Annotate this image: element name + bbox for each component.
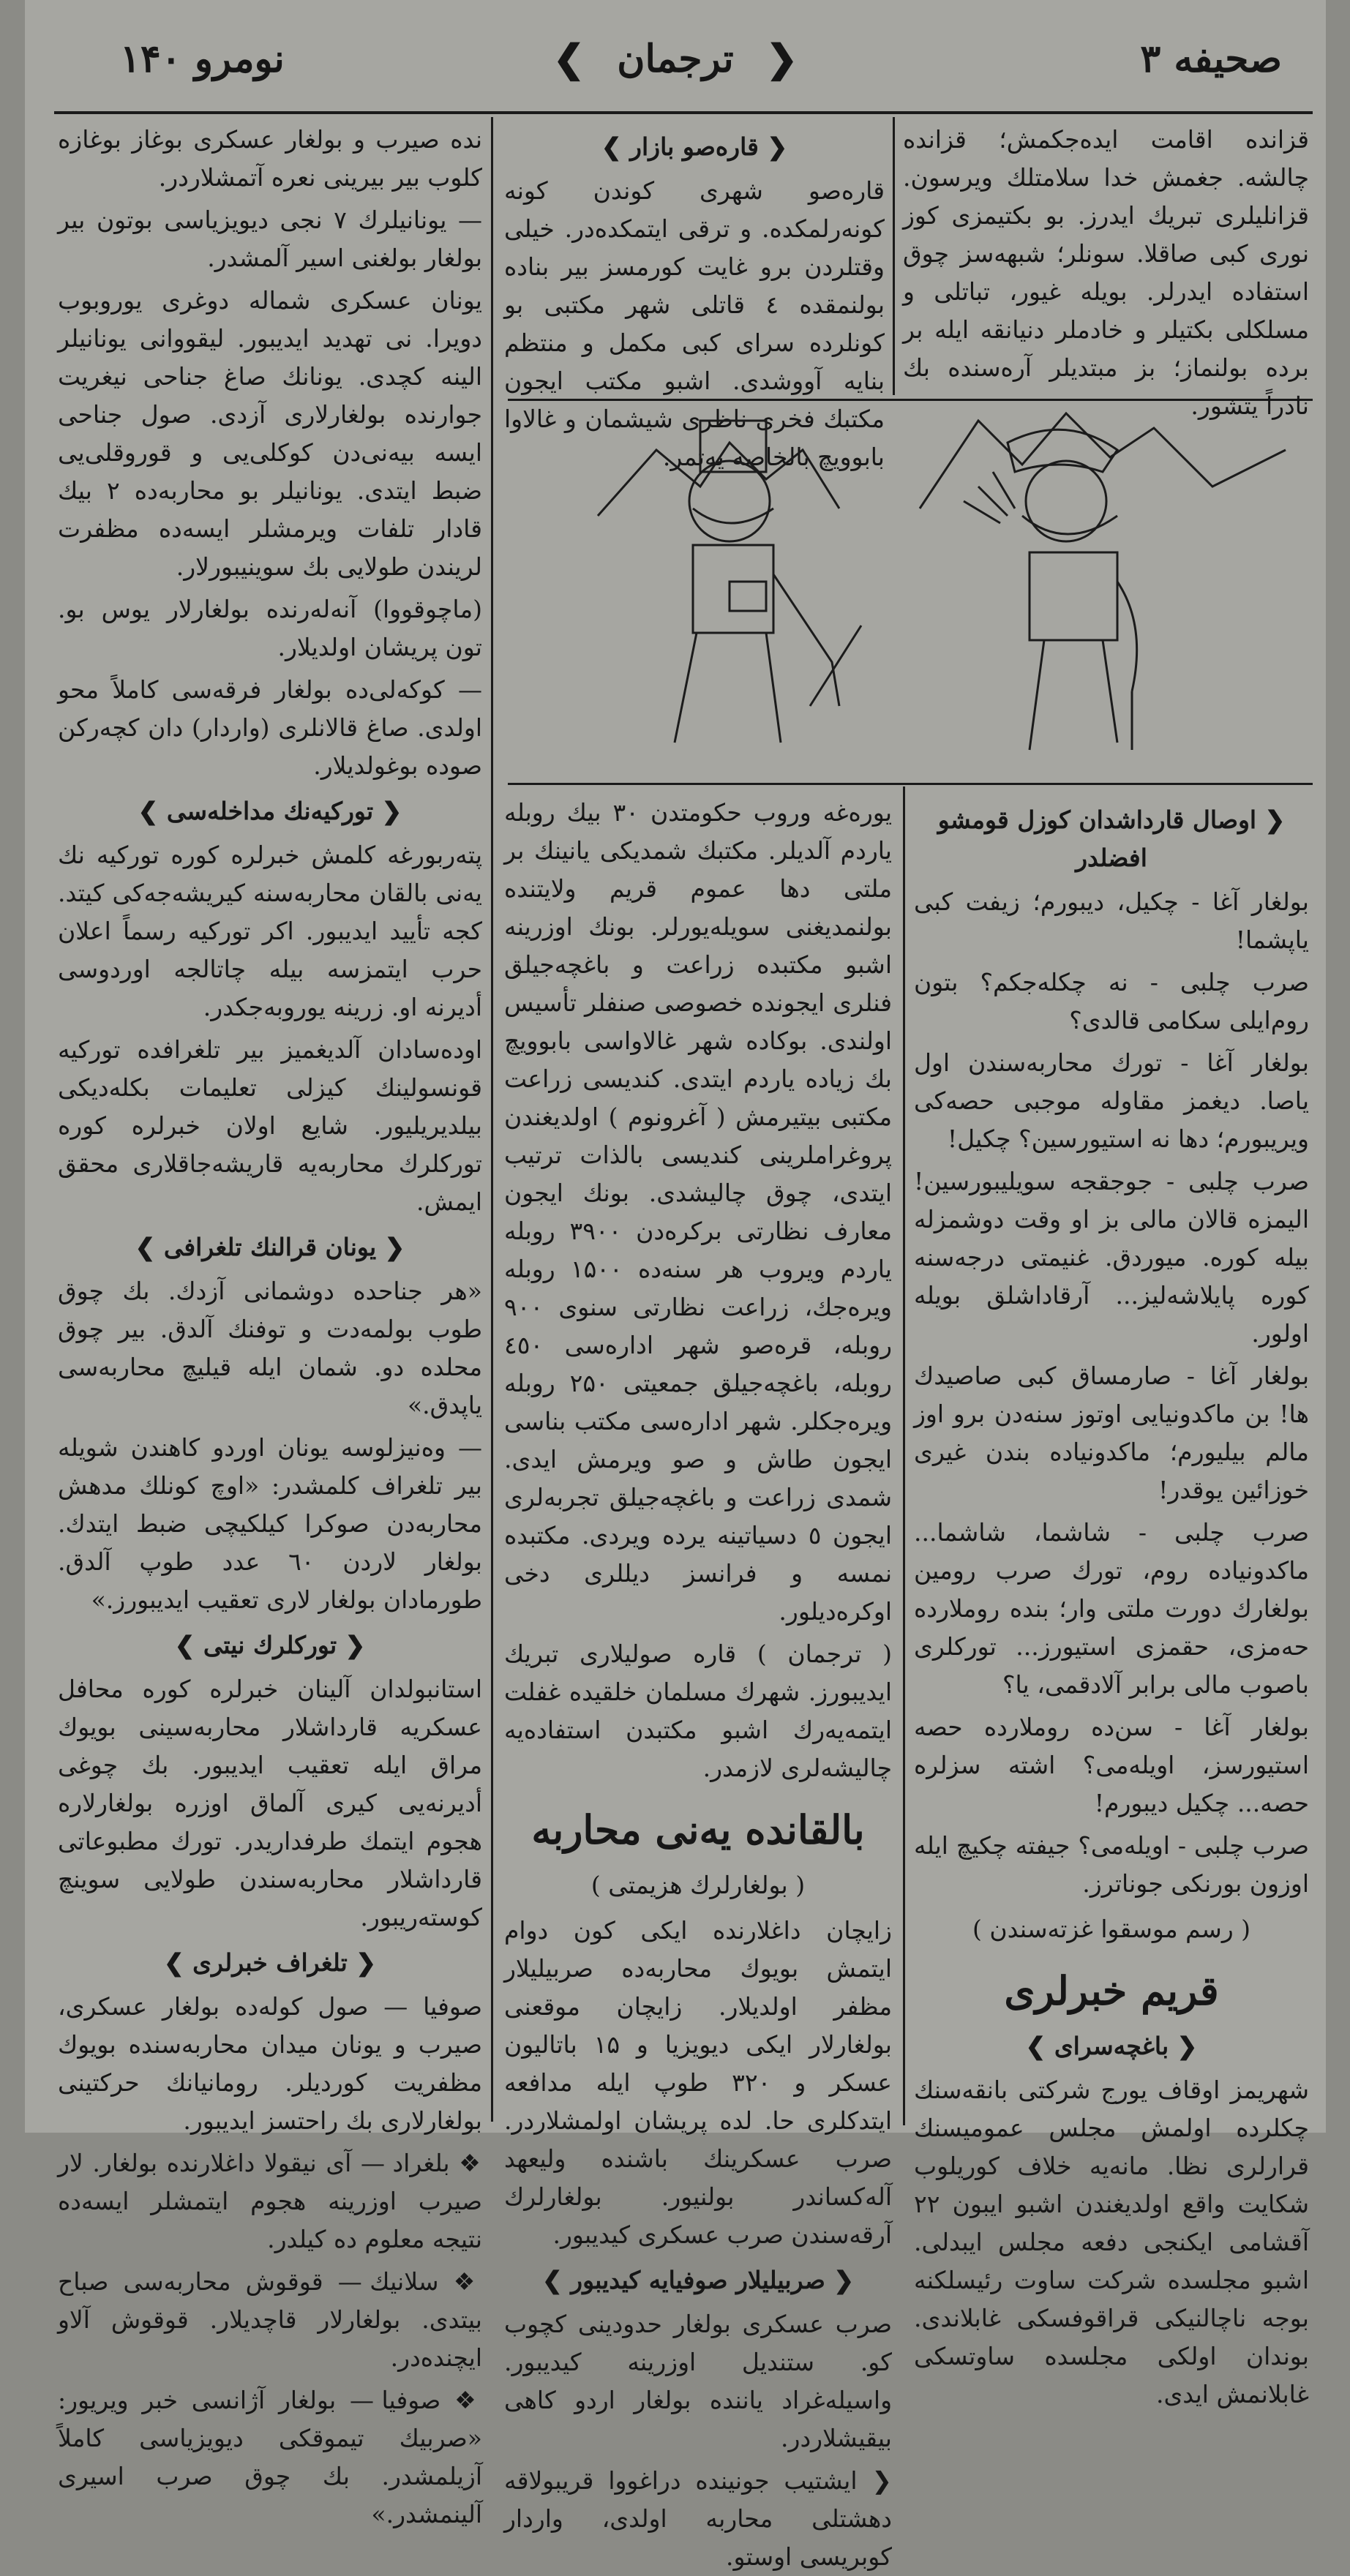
ornament-left: ❮ — [765, 37, 798, 81]
ornament-right: ❯ — [552, 37, 585, 81]
sofia-text: صرب عسکری بولغار حدودینی کچوب کو. ستندیل اوزرینه کیدیبور. واسیله‌غراد یاننده بولغار اردو کاهی بیقیشلاردر. — [504, 2310, 892, 2452]
bakhchesaray-heading: ❮ باغچه‌سرای ❯ — [1025, 2032, 1198, 2060]
left-column — [58, 121, 482, 2528]
cartoon-bottom-rule — [508, 783, 1313, 785]
war-text: یونان عسکری شماله دوغری یوروبوب دویرا. نی تهدید ایدیبور. لیقووانی یونانیلر الینه کچدی. یونانك صاغ جناحی نیغریت جوارنده بولغارلاری آزدی. صول جناحی ایسه بیه‌نی‌دن کوکلی‌یی و قوروقلی‌یی ضبط ایتدی. یونانیلر بو محاربه‌ده ۲ بیك قادار تلفات ویرمشلر ایسه‌ده مظفرت لریندن طولایی بك سوینیبورلار. — [58, 286, 482, 581]
masthead-title: ترجمان — [617, 37, 734, 81]
crimea-heading: قریم خبرلری — [1004, 1967, 1219, 2014]
column-rule-left — [491, 117, 493, 2122]
telegram-heading: ❮ تلغراف خبرلری ❯ — [163, 1948, 377, 1977]
crimea-text: شهریمز اوقاف یورج شرکتی بانقه‌سنك چکلرده اولمش مجلس عمومیسنك قرارلری نظا. مانه‌یه خلاف کوریلوب شکایت واقع اولدیغندن اشبو ایبون ۲۲ آقشامی ایکنجی دفعه مجلس ایبدلی. اشبو مجلسده شرکت ساوت رئیسلکنه بوجه ناچالنیکی قراقوفسکی غابلاندی. بوندان اولکی مجلسده ساوتسکی غابلانمش ایدی. — [914, 2076, 1309, 2408]
balkan-subheading: ( بولغارلرك هزیمتی ) — [590, 1871, 806, 1899]
bulgarian-figure — [964, 429, 1137, 750]
dialog-line: صرب چلبی - شاشما، شاشما... ماکدونیاده روم، تورك صرب رومین بولغارك دورت ملتی وار؛ بنده روملارده حه‌مزی، حقمزی استیورز... تورکلری باصوب مالی برابر آلادقمی، یا؟ — [914, 1518, 1309, 1699]
greek-text: — وه‌نیزلوسه یونان اوردو کاهندن شویله بیر تلغراف کلمشدر: «اوچ کونلك مدهش محاربه‌دن صوکرا کیلکیچی ضبط ایتدك. بولغار لاردن ٦٠ عدد طوپ آلدق. طورمادان بولغار لاری تعقیب ایدیبورز.» — [58, 1433, 482, 1614]
dialog-line: بولغار آغا - تورك محاربه‌سندن اول یاصا. دیغمز مقاوله موجبی حصه‌کی ویریبورم؛ دها نه استیورسین؟ چکیل! — [914, 1048, 1309, 1153]
telegram-text: ❖ سلانیك — قوقوش محاربه‌سی صباح بیتدی. بولغارلار قاچدیلار. قوقوش آلاو ایچنده‌در. — [58, 2267, 482, 2372]
telegram-text: ❖ صوفیا — بولغار آژانسی خبر ویریور: «صربیك تیموقکی دیویزیاسی کاملاً آزیلمشدر. بك چوق صرب اسیری آلینمشدر.» — [58, 2386, 482, 2528]
war-text: — یونانیلرك ۷ نجی دیویزیاسی بوتون بیر بولغار بولغنی اسیر آلمشدر. — [58, 206, 482, 272]
page-number: صحیفه ۳ — [1140, 37, 1282, 81]
balkan-text: زایچان داغلارنده ایکی کون دوام ایتمش بویوك محاربه‌ده صربیلیلار مظفر اولدیلار. زایچان موقعنی بولغارلار ایکی دیویزیا و ۱۵ باتالیون عسکر و ۳۲۰ طوپ ایله مدافعه ایتدکلری حا. لده پریشان اولمشلاردر. صرب عسکرینك باشنده ولیعهد آله‌کساندر بولنیور. بولغارلرك آرقه‌سندن صرب عسکری کیدیبور. — [504, 1916, 893, 2249]
school-sign: ( ترجمان ) قاره صولیلاری تبریك ایدیبورز. شهرك مسلمان خلقیده غفلت ایتمه‌یه‌رك اشبو مکتبدن استفاده‌یه چالیشه‌لری لازمدر. — [504, 1640, 892, 1782]
dialog-line: بولغار آغا - صارمساق کبی صاصیدك ها! بن ماکدونیایی اوتوز سنه‌دن برو اوز مالم بیلیورم؛ ماکدونیاده بندن غیری خوزائین یوقدر! — [914, 1362, 1309, 1504]
mountains-right — [920, 413, 1286, 508]
dialog-line: صرب چلبی - جوجقجه سویلیبورسین! الیمزه قالان مالی بز او وقت دوشمزله بیله کوره. میوردق. غنیمتی درجه‌سنه کوره پایلاشه‌لیز... آرقاداشلق بویله اولور. — [914, 1167, 1309, 1348]
war-text: — کوکه‌لی‌ده بولغار فرقه‌سی کاملاً محو اولدی. صاغ قالانلری (واردار) دان کچه‌رکن صوده بوغولدیلار. — [58, 675, 482, 780]
dialog-line: صرب چلبی - نه چکله‌جکم؟ بتون روم‌ایلی سکامی قالدی؟ — [914, 968, 1309, 1034]
war-text: (ماچوقووا) آنه‌له‌رنده بولغارلار یوس بو. تون پریشان اولدیلار. — [58, 595, 482, 661]
turkey-text: اوده‌سادان آلدیغمیز بیر تلغرافده تورکیه قونسولینك کیزلی تعلیمات بکله‌دیکی بیلدیریلیور. شایع اولان خبرلره کوره تورکلرك محاربه‌یه قاریشه‌جاقلاری محقق ایمش. — [58, 1035, 482, 1216]
telegram-text: ❖ بلغراد — آی نیقولا داغلارنده بولغار. لار صیرب اوزرینه هجوم ایتمشلر ایسه‌ده نتیجه معلوم ده کیلدر. — [58, 2149, 482, 2253]
article-text: قزانده اقامت ایده‌جکمش؛ قزانده چالشه. جغمش خدا سلامتلك ویرسون. قزانلیلری تبریك ایدرز. بو بکتیمزی کوز نوری کبی صاقلا. سونلر؛ شبهه‌سز چوق استفاده ایدرلر. بویله غیور، تباتلی و مسلکلی بکتیلر و خادملر دنیانقه ایله بر برده بولنماز؛ بز مبتدیلر آره‌سنده بك نادراً یتشور. — [903, 125, 1309, 420]
middle-column-top — [504, 121, 885, 471]
newspaper-page — [25, 0, 1326, 2571]
war-text: نده صیرب و بولغار عسکری بوغاز بوغازه کلوب بیر بیرینی نعره آتمشلاردر. — [58, 125, 482, 192]
karasu-text: قاره‌صو شهری کوندن کونه کونه‌رلمکده. و ترقی ایتمکده‌در. خیلی وقتلردن برو غایت کورمسز بیر بنا‌ده بولنمقده ٤ قاتلی شهر مکتبی بو کونلرده سرای کبی مکمل و منتظم بنایه آووشدی. اشبو مکتب ایجون مکتبك فخری ناظری شیشمان و غالاوا بابوویچ بالخاصه یه‌تمر. — [504, 176, 885, 471]
greek-text: «هر جناحده دوشمانی آزدك. بك چوق طوب بولمه‌دت و توفنك آلدق. بیر چوق محلده دو. شمان ایله قیلیچ محاربه‌سی یاپدق.» — [58, 1277, 482, 1419]
serb-figure — [675, 421, 861, 743]
telegram-text: صوفیا — صول کوله‌ده بولغار عسکری، صیرب و یونان میدان محاربه‌سنده بویوك مظفریت کوردیلر. رومانیانك حرکتینی بولغارلاری بك راحتسز ایدیبور. — [58, 1992, 482, 2135]
dialog-source: ( رسم موسقوا غزته‌سندن ) — [972, 1915, 1251, 1943]
column-rule-right — [893, 117, 895, 395]
greek-heading: ❮ یونان قرالنك تلغرافی ❯ — [135, 1233, 405, 1261]
school-text: یوره‌غه وروب حکومتدن ۳۰ بیك روبله یاردم آلدیلر. مکتبك شمدیکی یانینك بر ملتی دها عموم قریم ولایتنده بولنمدیغنی سویله‌یورلر. بونك اوزرینه اشبو مکتبده زراعت و باغچه‌جیلق فنلری ایجونده خصوصی صنفلر تأسیس اولندی. بوکاده شهر غالاواسی بابوویچ بك زیاده یاردم ایتدی. کندیسی زراعت مکتبی بیتیرمش ( آغرونوم ) اولدیغندن پروغراملرینی کندیسی بالذات ترتیب ایتدی، چوق چالیشدی. بونك ایجون معارف نظارتی برکره‌دن ۳۹۰۰ روبله یاردم ویروب هر سنه‌ده ۱۵۰۰ روبله ویره‌جك، زراعت نظارتی سنوی ۹۰۰ روبله، قره‌صو شهر اداره‌سی ٤٥٠ روبله، باغچه‌جیلق جمعیتی ۲۵۰ روبله ویره‌جکلر. شهر اداره‌سی مکتب بناسی ایجون طاش و صو ویرمش ایدی. شمدی زراعت و باغچه‌جیلق تجربه‌لری ایجون ٥ دسیاتینه یرده ویردی. مکتبده نمسه و فرانسز دیللری دخی اوکره‌دیلور. — [504, 798, 893, 1626]
mountains-left — [598, 443, 839, 516]
right-column-lower — [914, 794, 1309, 2408]
sofia-heading: ❮ صربیلیلار صوفیایه کیدیبور ❯ — [542, 2266, 854, 2294]
dialog-line: صرب چلبی - اویله‌می؟ جیفته چکیچ ایله اوزون بورنکی جوناترز. — [914, 1831, 1309, 1898]
header-rule — [54, 111, 1313, 114]
column-rule-lower — [903, 786, 905, 2125]
middle-column-lower — [504, 794, 893, 2571]
turkey-text: پته‌ربورغه کلمش خبرلره کوره تورکیه نك یه‌نی بالقان محاربه‌سنه کیریشه‌جه‌کی کیتد. کجه تأیید ایدیبور. اکر تورکیه رسماً اعلان حرب ایتمزسه بیله چاتالجه اوردوسی أدیرنه او. زرینه یوروبه‌جکدر. — [58, 841, 482, 1021]
right-column-top — [903, 121, 1309, 420]
karasu-heading: ❮ قاره‌صو بازار ❯ — [601, 132, 788, 161]
istip-text: ❮ ایشتیب جونینده دراغووا قریبولاقه دهشتلی محاربه اولدی، واردار کوبریسی اوستو. — [504, 2466, 892, 2571]
balkan-heading: بالقانده یه‌نی محاربه — [531, 1806, 865, 1853]
dialog-line: بولغار آغا - چکیل، دیبورم؛ زیفت کبی یاپشما! — [914, 887, 1309, 954]
cartoon-illustration — [510, 399, 1311, 779]
turkey-heading: ❮ تورکیه‌نك مداخله‌سی ❯ — [138, 797, 402, 825]
page-header — [25, 0, 1326, 110]
turks-heading: ❮ تورکلرك نیتی ❯ — [174, 1631, 366, 1659]
dialog-heading: ❮ اوصال قارداشدان کوزل قومشو افضلدر — [937, 806, 1286, 872]
dialog-line: بولغار آغا - سن‌ده روملارده حصه استیورسز، اویله‌می؟ اشته سزلره حصه... چکیل دیبورم! — [914, 1713, 1309, 1817]
turks-text: استانبولدان آلینان خبرلره کوره محافل عسکریه قارداشلار محاربه‌سینی بویوك مراق ایله تعقیب ایدیبور. بك چوغی أدیرنه‌یی کیری آلماق اوزره بولغارلاره هجوم ایتمك طرفدارید‌ر. تورك مطبوعاتی قارداشلار محاربه‌سندن طولایی سوینچ کوسته‌ریبور. — [58, 1675, 482, 1931]
issue-number: نومرو ۱۴۰ — [120, 37, 285, 81]
